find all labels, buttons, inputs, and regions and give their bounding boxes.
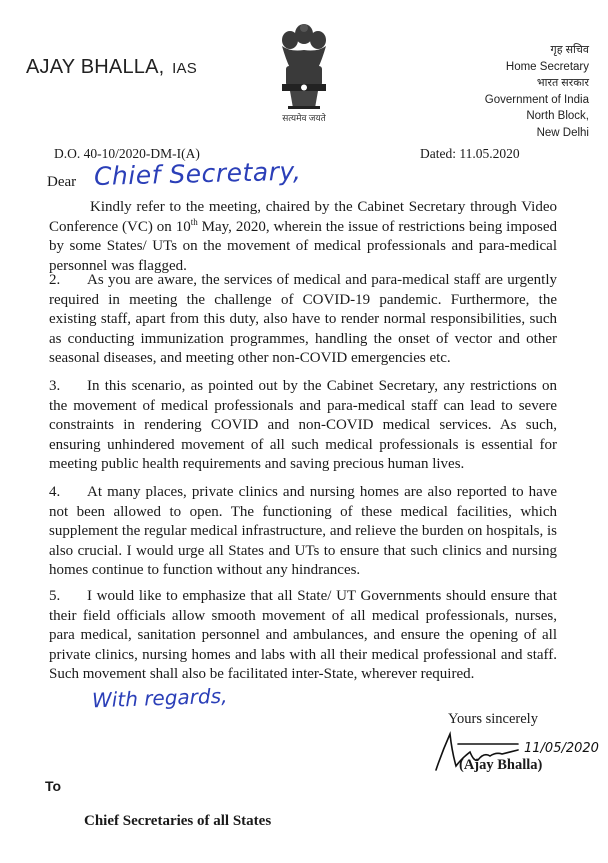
paragraph-1 bbox=[49, 198, 557, 276]
paragraph-1-text-a: Kindly refer to the meeting, chaired by the Cabinet Secretary through Video Conference (VC) on 10 bbox=[49, 199, 557, 235]
signer-name: (Ajay Bhalla) bbox=[459, 757, 543, 773]
paragraph-1-text-b: May, 2020, wherein the issue of restrictions being imposed by some States/ UTs on the movement of medical professionals and para-medical personnel was flagged. bbox=[49, 218, 557, 274]
office-line-hindi-govt: भारत सरकार bbox=[536, 77, 589, 89]
office-line-building: North Block, bbox=[526, 110, 589, 122]
letter-date: Dated: 11.05.2020 bbox=[420, 146, 520, 161]
office-address bbox=[485, 42, 589, 141]
to-label: To bbox=[45, 778, 62, 794]
salutation: Dear bbox=[47, 174, 77, 190]
closing: Yours sincerely bbox=[448, 711, 538, 727]
office-line-title: Home Secretary bbox=[505, 60, 589, 73]
paragraph-3-text: In this scenario, as pointed out by the Cabinet Secretary, any restrictions on the movement of medical professionals and para-medical staff can lead to severe constraints in rendering COVID and non-COVID medical services. As such, ensuring unhindered movement of all such medical professionals is essential for meeting public health requirements and saving precious human lives. bbox=[49, 378, 557, 472]
paragraph-4-text: At many places, private clinics and nursing homes are also reported to have not been allowed to open. The functioning of these medical facilities, which supplement the regular medical infrastructure, and relieve the burden on hospitals, is also crucial. I would urge all States and UTs to ensure that such clinics and nursing homes continue to function without any hindrances. bbox=[49, 484, 557, 578]
sender-service: IAS bbox=[172, 60, 197, 77]
paragraph-2-text: As you are aware, the services of medical and para-medical staff are urgently required in meeting the challenge of COVID-19 pandemic. Furthermore, the existing staff, apart from this duty, also have to render normal responsibilities, such as conducting immunization programmes, handling the onset of vector and other seasonal diseases, and meeting other non-COVID emergencies etc. bbox=[49, 272, 557, 366]
paragraph-4-number: 4. bbox=[49, 484, 61, 500]
office-line-city: New Delhi bbox=[536, 126, 589, 139]
national-emblem-icon bbox=[268, 20, 340, 120]
handwritten-regards: With regards, bbox=[91, 683, 228, 713]
signature-date: 11/05/2020 bbox=[524, 741, 599, 756]
sender-name-text: AJAY BHALLA, bbox=[26, 56, 165, 78]
reference-number: D.O. 40-10/2020-DM-I(A) bbox=[54, 146, 200, 161]
paragraph-5-text: I would like to emphasize that all State/ UT Governments should ensure that their field officials allow smooth movement of all medical professionals, nurses, para medical, sanitation personnel and ambulances, and ensure the opening of all private clinics, nursing homes and labs with all their medical professional and staff. Such movement shall also be facilitated inter-State, wherever required. bbox=[49, 588, 557, 682]
emblem-motto: सत्यमेव जयते bbox=[282, 113, 326, 123]
recipient: Chief Secretaries of all States bbox=[84, 813, 272, 829]
paragraph-3 bbox=[49, 377, 557, 475]
paragraph-5-number: 5. bbox=[49, 588, 61, 604]
paragraph-3-number: 3. bbox=[49, 378, 61, 394]
paragraph-5 bbox=[49, 587, 557, 685]
paragraph-1-sup: th bbox=[190, 216, 198, 227]
office-line-hindi-title: गृह सचिव bbox=[550, 44, 589, 56]
office-line-govt: Government of India bbox=[484, 93, 589, 106]
handwritten-addressee: Chief Secretary, bbox=[93, 156, 302, 191]
paragraph-2-number: 2. bbox=[49, 272, 61, 288]
sender-name bbox=[26, 56, 197, 79]
paragraph-2 bbox=[49, 271, 557, 369]
paragraph-4 bbox=[49, 483, 557, 581]
